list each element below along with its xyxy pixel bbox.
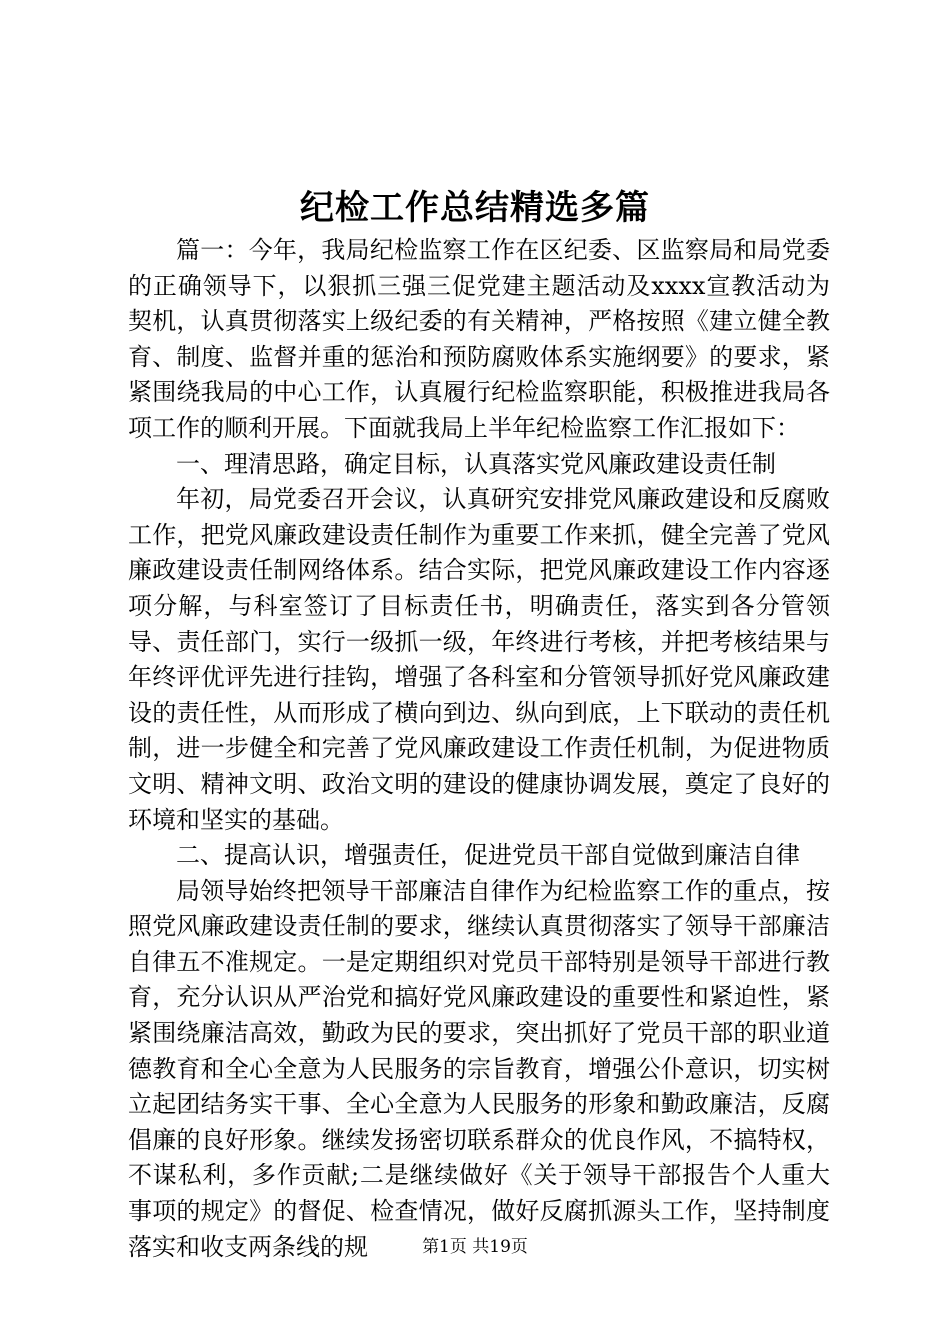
section-heading-2: 二、提高认识，增强责任，促进党员干部自觉做到廉洁自律 <box>176 841 800 870</box>
document-body <box>128 233 830 1265</box>
paragraph-section-1: 年初，局党委召开会议，认真研究安排党风廉政建设和反腐败工作，把党风廉政建设责任制作为重要工作来抓，健全完善了党风廉政建设责任制网络体系。结合实际，把党风廉政建设工作内容逐项分解，与科室签订了目标责任书，明确责任，落实到各分管领导、责任部门，实行一级抓一级，年终进行考核，并把考核结果与年终评优评先进行挂钩，增强了各科室和分管领导抓好党风廉政建设的责任性，从而形成了横向到边、纵向到底，上下联动的责任机制，进一步健全和完善了党风廉政建设工作责任机制，为促进物质文明、精神文明、政治文明的建设的健康协调发展，奠定了良好的环境和坚实的基础。 <box>128 485 830 834</box>
page-number-footer: 第1页 共19页 <box>422 1237 528 1257</box>
section-heading-1: 一、理清思路，确定目标，认真落实党风廉政建设责任制 <box>176 449 776 478</box>
paragraph-section-2: 局领导始终把领导干部廉洁自律作为纪检监察工作的重点，按照党风廉政建设责任制的要求，继续认真贯彻落实了领导干部廉洁自律五不准规定。一是定期组织对党员干部特别是领导干部进行教育，充分认识从严治党和搞好党风廉政建设的重要性和紧迫性，紧紧围绕廉洁高效，勤政为民的要求，突出抓好了党员干部的职业道德教育和全心全意为人民服务的宗旨教育，增强公仆意识，切实树立起团结务实干事、全心全意为人民服务的形象和勤政廉洁，反腐倡廉的良好形象。继续发扬密切联系群众的优良作风，不搞特权，不谋私利，多作贡献;二是继续做好《关于领导干部报告个人重大事项的规定》的督促、检查情况，做好反腐抓源头工作，坚持制度落实和收支两条线的规 <box>128 876 830 1261</box>
document-title: 纪检工作总结精选多篇 <box>300 188 650 228</box>
paragraph-intro: 篇一：今年，我局纪检监察工作在区纪委、区监察局和局党委的正确领导下，以狠抓三强三促党建主题活动及xxxx宣教活动为契机，认真贯彻落实上级纪委的有关精神，严格按照《建立健全教育、制度、监督并重的惩治和预防腐败体系实施纲要》的要求，紧紧围绕我局的中心工作，认真履行纪检监察职能，积极推进我局各项工作的顺利开展。下面就我局上半年纪检监察工作汇报如下： <box>128 236 830 442</box>
